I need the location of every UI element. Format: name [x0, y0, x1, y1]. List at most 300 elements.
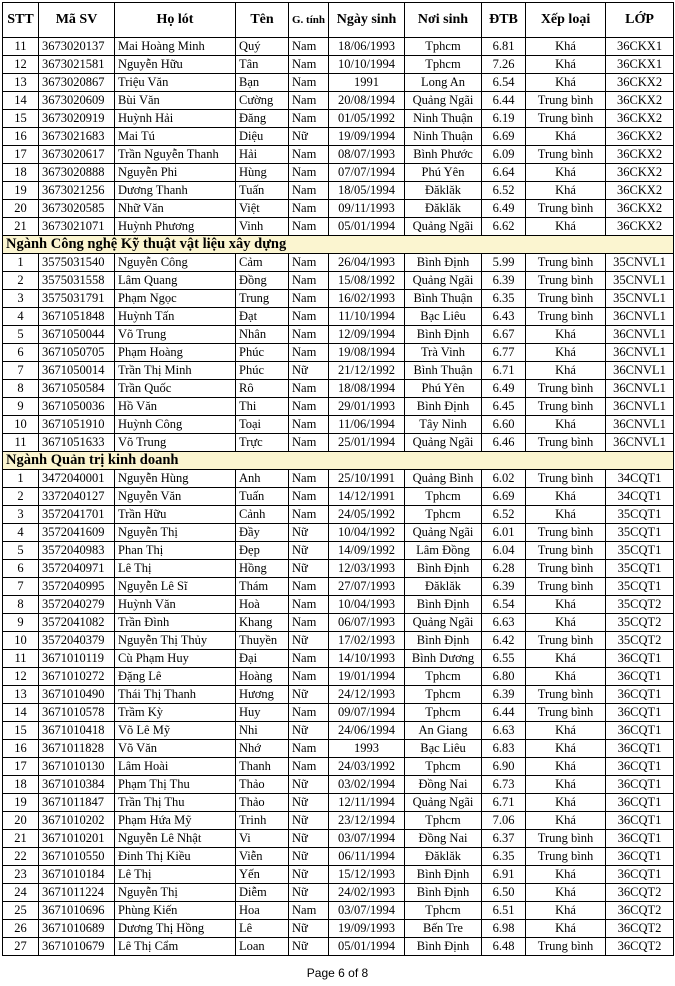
- classification-cell: Trung bình: [526, 272, 606, 290]
- student-id-cell: 3671011847: [39, 794, 115, 812]
- gender-cell: Nữ: [289, 920, 329, 938]
- stt-cell: 10: [3, 416, 39, 434]
- table-row: [3, 416, 674, 434]
- stt-cell: 2: [3, 488, 39, 506]
- table-row: [3, 38, 674, 56]
- classification-cell: Trung bình: [526, 398, 606, 416]
- classification-cell: Khá: [526, 218, 606, 236]
- birth-date-cell: 17/02/1993: [329, 632, 405, 650]
- birth-place-cell: Tphcm: [405, 812, 482, 830]
- birth-date-cell: 12/09/1994: [329, 326, 405, 344]
- gender-cell: Nam: [289, 74, 329, 92]
- gender-cell: Nữ: [289, 524, 329, 542]
- birth-place-cell: Tây Ninh: [405, 416, 482, 434]
- birth-place-cell: Đồng Nai: [405, 776, 482, 794]
- gender-cell: Nam: [289, 182, 329, 200]
- gpa-cell: 6.39: [482, 578, 526, 596]
- birth-date-cell: 1991: [329, 74, 405, 92]
- last-name-cell: Huỳnh Phương: [115, 218, 236, 236]
- header-first-name: Tên: [236, 3, 289, 38]
- gender-cell: Nam: [289, 668, 329, 686]
- gpa-cell: 6.09: [482, 146, 526, 164]
- gpa-cell: 6.01: [482, 524, 526, 542]
- gpa-cell: 6.39: [482, 272, 526, 290]
- student-id-cell: 3575031540: [39, 254, 115, 272]
- last-name-cell: Phạm Thị Thu: [115, 776, 236, 794]
- gender-cell: Nữ: [289, 722, 329, 740]
- student-id-cell: 3671050036: [39, 398, 115, 416]
- header-gpa: ĐTB: [482, 3, 526, 38]
- gender-cell: Nữ: [289, 128, 329, 146]
- last-name-cell: Mai Tú: [115, 128, 236, 146]
- first-name-cell: Đầy: [236, 524, 289, 542]
- table-row: [3, 290, 674, 308]
- birth-place-cell: Phú Yên: [405, 164, 482, 182]
- gpa-cell: 6.46: [482, 434, 526, 452]
- first-name-cell: Thám: [236, 578, 289, 596]
- gpa-cell: 6.51: [482, 902, 526, 920]
- first-name-cell: Vi: [236, 830, 289, 848]
- class-cell: 36CKX1: [606, 56, 674, 74]
- birth-date-cell: 20/08/1994: [329, 92, 405, 110]
- student-id-cell: 3671010490: [39, 686, 115, 704]
- stt-cell: 15: [3, 722, 39, 740]
- first-name-cell: Nhân: [236, 326, 289, 344]
- birth-place-cell: Đăklăk: [405, 182, 482, 200]
- birth-place-cell: Bình Định: [405, 632, 482, 650]
- classification-cell: Khá: [526, 56, 606, 74]
- first-name-cell: Đẹp: [236, 542, 289, 560]
- birth-date-cell: 18/05/1994: [329, 182, 405, 200]
- first-name-cell: Đồng: [236, 272, 289, 290]
- class-cell: 36CQT2: [606, 902, 674, 920]
- student-id-cell: 3673020617: [39, 146, 115, 164]
- last-name-cell: Trần Quốc: [115, 380, 236, 398]
- classification-cell: Khá: [526, 344, 606, 362]
- classification-cell: Trung bình: [526, 686, 606, 704]
- birth-date-cell: 10/10/1994: [329, 56, 405, 74]
- class-cell: 35CNVL1: [606, 290, 674, 308]
- student-id-cell: 3673020867: [39, 74, 115, 92]
- classification-cell: Trung bình: [526, 434, 606, 452]
- gender-cell: Nam: [289, 380, 329, 398]
- classification-cell: Khá: [526, 650, 606, 668]
- classification-cell: Trung bình: [526, 146, 606, 164]
- gender-cell: Nữ: [289, 560, 329, 578]
- gender-cell: Nam: [289, 416, 329, 434]
- stt-cell: 13: [3, 686, 39, 704]
- student-id-cell: 3673020888: [39, 164, 115, 182]
- classification-cell: Trung bình: [526, 632, 606, 650]
- gpa-cell: 6.49: [482, 380, 526, 398]
- classification-cell: Trung bình: [526, 704, 606, 722]
- gender-cell: Nam: [289, 488, 329, 506]
- class-cell: 36CNVL1: [606, 344, 674, 362]
- table-row: [3, 920, 674, 938]
- birth-date-cell: 14/10/1993: [329, 650, 405, 668]
- student-id-cell: 3572040279: [39, 596, 115, 614]
- birth-place-cell: Long An: [405, 74, 482, 92]
- table-row: [3, 488, 674, 506]
- birth-date-cell: 15/08/1992: [329, 272, 405, 290]
- last-name-cell: Võ Trung: [115, 434, 236, 452]
- gpa-cell: 6.49: [482, 200, 526, 218]
- first-name-cell: Việt: [236, 200, 289, 218]
- gpa-cell: 6.63: [482, 614, 526, 632]
- table-row: [3, 776, 674, 794]
- classification-cell: Khá: [526, 668, 606, 686]
- gpa-cell: 6.71: [482, 362, 526, 380]
- birth-place-cell: Trà Vinh: [405, 344, 482, 362]
- gpa-cell: 6.35: [482, 290, 526, 308]
- birth-date-cell: 24/06/1994: [329, 722, 405, 740]
- birth-place-cell: Bình Phước: [405, 146, 482, 164]
- birth-place-cell: Phú Yên: [405, 380, 482, 398]
- gpa-cell: 6.54: [482, 596, 526, 614]
- gender-cell: Nam: [289, 344, 329, 362]
- classification-cell: Khá: [526, 740, 606, 758]
- last-name-cell: Thái Thị Thanh: [115, 686, 236, 704]
- gpa-cell: 6.45: [482, 398, 526, 416]
- table-row: [3, 254, 674, 272]
- gender-cell: Nam: [289, 650, 329, 668]
- first-name-cell: Phúc: [236, 344, 289, 362]
- gpa-cell: 6.83: [482, 740, 526, 758]
- first-name-cell: Cảnh: [236, 506, 289, 524]
- last-name-cell: Võ Văn: [115, 740, 236, 758]
- student-id-cell: 3671010418: [39, 722, 115, 740]
- last-name-cell: Đinh Thị Kiều: [115, 848, 236, 866]
- first-name-cell: Yến: [236, 866, 289, 884]
- birth-date-cell: 09/11/1993: [329, 200, 405, 218]
- class-cell: 35CQT1: [606, 578, 674, 596]
- birth-place-cell: Tphcm: [405, 758, 482, 776]
- stt-cell: 21: [3, 218, 39, 236]
- student-id-cell: 3575031558: [39, 272, 115, 290]
- gpa-cell: 6.73: [482, 776, 526, 794]
- gpa-cell: 6.67: [482, 326, 526, 344]
- class-cell: 36CQT1: [606, 704, 674, 722]
- first-name-cell: Huy: [236, 704, 289, 722]
- last-name-cell: Cù Phạm Huy: [115, 650, 236, 668]
- gpa-cell: 6.50: [482, 884, 526, 902]
- student-id-cell: 3671010578: [39, 704, 115, 722]
- birth-place-cell: Quảng Ngãi: [405, 794, 482, 812]
- birth-place-cell: Quảng Ngãi: [405, 92, 482, 110]
- first-name-cell: Đăng: [236, 110, 289, 128]
- last-name-cell: Trần Đình: [115, 614, 236, 632]
- birth-date-cell: 24/12/1993: [329, 686, 405, 704]
- last-name-cell: Lê Thị: [115, 866, 236, 884]
- table-row: [3, 218, 674, 236]
- gpa-cell: 6.98: [482, 920, 526, 938]
- classification-cell: Trung bình: [526, 92, 606, 110]
- table-row: [3, 380, 674, 398]
- stt-cell: 25: [3, 902, 39, 920]
- class-cell: 35CQT2: [606, 614, 674, 632]
- gender-cell: Nam: [289, 92, 329, 110]
- first-name-cell: Hoàng: [236, 668, 289, 686]
- student-id-cell: 3671051910: [39, 416, 115, 434]
- table-row: [3, 902, 674, 920]
- stt-cell: 11: [3, 650, 39, 668]
- birth-date-cell: 25/10/1991: [329, 470, 405, 488]
- classification-cell: Khá: [526, 128, 606, 146]
- gpa-cell: 6.43: [482, 308, 526, 326]
- class-cell: 36CNVL1: [606, 416, 674, 434]
- birth-place-cell: Bạc Liêu: [405, 308, 482, 326]
- class-cell: 36CKX2: [606, 110, 674, 128]
- stt-cell: 3: [3, 290, 39, 308]
- gender-cell: Nữ: [289, 776, 329, 794]
- birth-place-cell: Bình Dương: [405, 650, 482, 668]
- last-name-cell: Nguyễn Hữu: [115, 56, 236, 74]
- gpa-cell: 6.48: [482, 938, 526, 956]
- classification-cell: Khá: [526, 506, 606, 524]
- table-row: [3, 92, 674, 110]
- table-row: [3, 164, 674, 182]
- stt-cell: 12: [3, 56, 39, 74]
- birth-date-cell: 06/07/1993: [329, 614, 405, 632]
- gender-cell: Nam: [289, 704, 329, 722]
- class-cell: 36CQT1: [606, 848, 674, 866]
- gpa-cell: 6.52: [482, 182, 526, 200]
- student-id-cell: 3572040379: [39, 632, 115, 650]
- header-stt: STT: [3, 3, 39, 38]
- table-row: [3, 74, 674, 92]
- first-name-cell: Thảo: [236, 776, 289, 794]
- birth-place-cell: Bình Định: [405, 254, 482, 272]
- table-row: [3, 308, 674, 326]
- class-cell: 36CQT1: [606, 650, 674, 668]
- birth-place-cell: Bến Tre: [405, 920, 482, 938]
- birth-date-cell: 27/07/1993: [329, 578, 405, 596]
- first-name-cell: Đạt: [236, 308, 289, 326]
- class-cell: 36CQT1: [606, 866, 674, 884]
- stt-cell: 3: [3, 506, 39, 524]
- gpa-cell: 6.39: [482, 686, 526, 704]
- birth-date-cell: 24/05/1992: [329, 506, 405, 524]
- table-row: [3, 200, 674, 218]
- gender-cell: Nữ: [289, 686, 329, 704]
- last-name-cell: Nguyễn Văn: [115, 488, 236, 506]
- classification-cell: Trung bình: [526, 110, 606, 128]
- last-name-cell: Võ Trung: [115, 326, 236, 344]
- gender-cell: Nam: [289, 38, 329, 56]
- table-row: [3, 362, 674, 380]
- last-name-cell: Hồ Văn: [115, 398, 236, 416]
- table-row: [3, 632, 674, 650]
- class-cell: 36CQT1: [606, 830, 674, 848]
- stt-cell: 24: [3, 884, 39, 902]
- birth-place-cell: Tphcm: [405, 488, 482, 506]
- first-name-cell: Thảo: [236, 794, 289, 812]
- gpa-cell: 6.81: [482, 38, 526, 56]
- student-id-cell: 3673020609: [39, 92, 115, 110]
- stt-cell: 12: [3, 668, 39, 686]
- student-id-cell: 3671010696: [39, 902, 115, 920]
- birth-date-cell: 23/12/1994: [329, 812, 405, 830]
- table-row: [3, 668, 674, 686]
- student-id-cell: 3671010689: [39, 920, 115, 938]
- birth-date-cell: 18/08/1994: [329, 380, 405, 398]
- first-name-cell: Nhớ: [236, 740, 289, 758]
- table-row: [3, 722, 674, 740]
- gender-cell: Nam: [289, 164, 329, 182]
- last-name-cell: Huỳnh Hải: [115, 110, 236, 128]
- birth-date-cell: 12/03/1993: [329, 560, 405, 578]
- stt-cell: 4: [3, 308, 39, 326]
- last-name-cell: Dương Thị Hồng: [115, 920, 236, 938]
- birth-date-cell: 01/05/1992: [329, 110, 405, 128]
- birth-date-cell: 11/10/1994: [329, 308, 405, 326]
- class-cell: 36CKX2: [606, 182, 674, 200]
- last-name-cell: Lâm Quang: [115, 272, 236, 290]
- table-row: [3, 398, 674, 416]
- classification-cell: Trung bình: [526, 308, 606, 326]
- first-name-cell: Hùng: [236, 164, 289, 182]
- class-cell: 36CQT1: [606, 776, 674, 794]
- student-id-cell: 3572041609: [39, 524, 115, 542]
- student-id-cell: 3572040983: [39, 542, 115, 560]
- birth-place-cell: Bình Thuận: [405, 362, 482, 380]
- birth-place-cell: Tphcm: [405, 506, 482, 524]
- table-row: [3, 812, 674, 830]
- classification-cell: Trung bình: [526, 200, 606, 218]
- birth-place-cell: Bình Định: [405, 560, 482, 578]
- table-row: [3, 272, 674, 290]
- birth-date-cell: 25/01/1994: [329, 434, 405, 452]
- birth-date-cell: 12/11/1994: [329, 794, 405, 812]
- first-name-cell: Quý: [236, 38, 289, 56]
- birth-date-cell: 29/01/1993: [329, 398, 405, 416]
- class-cell: 36CQT1: [606, 812, 674, 830]
- table-row: [3, 884, 674, 902]
- first-name-cell: Hoà: [236, 596, 289, 614]
- gpa-cell: 6.64: [482, 164, 526, 182]
- last-name-cell: Mai Hoàng Minh: [115, 38, 236, 56]
- stt-cell: 5: [3, 326, 39, 344]
- classification-cell: Trung bình: [526, 380, 606, 398]
- birth-date-cell: 10/04/1992: [329, 524, 405, 542]
- birth-place-cell: Đăklăk: [405, 578, 482, 596]
- birth-place-cell: Tphcm: [405, 56, 482, 74]
- student-id-cell: 3671010550: [39, 848, 115, 866]
- gender-cell: Nam: [289, 470, 329, 488]
- gpa-cell: 6.44: [482, 704, 526, 722]
- stt-cell: 9: [3, 398, 39, 416]
- birth-date-cell: 1993: [329, 740, 405, 758]
- gender-cell: Nam: [289, 254, 329, 272]
- first-name-cell: Hồng: [236, 560, 289, 578]
- classification-cell: Khá: [526, 776, 606, 794]
- gender-cell: Nam: [289, 740, 329, 758]
- stt-cell: 23: [3, 866, 39, 884]
- gender-cell: Nam: [289, 578, 329, 596]
- stt-cell: 26: [3, 920, 39, 938]
- birth-place-cell: Quảng Ngãi: [405, 614, 482, 632]
- student-id-cell: 3673021256: [39, 182, 115, 200]
- last-name-cell: Phùng Kiến: [115, 902, 236, 920]
- gender-cell: Nam: [289, 56, 329, 74]
- table-row: [3, 326, 674, 344]
- class-cell: 34CQT1: [606, 470, 674, 488]
- stt-cell: 22: [3, 848, 39, 866]
- birth-date-cell: 24/02/1993: [329, 884, 405, 902]
- classification-cell: Trung bình: [526, 830, 606, 848]
- birth-date-cell: 03/07/1994: [329, 902, 405, 920]
- table-row: [3, 542, 674, 560]
- gender-cell: Nữ: [289, 632, 329, 650]
- birth-place-cell: Tphcm: [405, 902, 482, 920]
- birth-place-cell: Đăklăk: [405, 200, 482, 218]
- header-gender: G. tính: [289, 3, 329, 38]
- gpa-cell: 6.42: [482, 632, 526, 650]
- birth-date-cell: 19/09/1993: [329, 920, 405, 938]
- birth-date-cell: 16/02/1993: [329, 290, 405, 308]
- first-name-cell: Trực: [236, 434, 289, 452]
- class-cell: 36CNVL1: [606, 326, 674, 344]
- class-cell: 35CNVL1: [606, 254, 674, 272]
- student-id-cell: 3671050705: [39, 344, 115, 362]
- birth-place-cell: Bạc Liêu: [405, 740, 482, 758]
- gpa-cell: 6.62: [482, 218, 526, 236]
- classification-cell: Khá: [526, 902, 606, 920]
- gpa-cell: 6.28: [482, 560, 526, 578]
- student-id-cell: 3671010202: [39, 812, 115, 830]
- birth-date-cell: 26/04/1993: [329, 254, 405, 272]
- table-row: [3, 524, 674, 542]
- first-name-cell: Anh: [236, 470, 289, 488]
- birth-place-cell: Quảng Ngãi: [405, 434, 482, 452]
- table-row: [3, 128, 674, 146]
- table-row: [3, 56, 674, 74]
- table-row: [3, 506, 674, 524]
- stt-cell: 14: [3, 92, 39, 110]
- gpa-cell: 6.91: [482, 866, 526, 884]
- stt-cell: 8: [3, 596, 39, 614]
- classification-cell: Khá: [526, 884, 606, 902]
- section-header: [3, 236, 674, 254]
- stt-cell: 18: [3, 776, 39, 794]
- last-name-cell: Triệu Văn: [115, 74, 236, 92]
- birth-place-cell: Bình Định: [405, 326, 482, 344]
- first-name-cell: Tuấn: [236, 488, 289, 506]
- gpa-cell: 6.54: [482, 74, 526, 92]
- table-row: [3, 470, 674, 488]
- gender-cell: Nữ: [289, 830, 329, 848]
- birth-date-cell: 06/11/1994: [329, 848, 405, 866]
- classification-cell: Trung bình: [526, 290, 606, 308]
- first-name-cell: Rô: [236, 380, 289, 398]
- stt-cell: 13: [3, 74, 39, 92]
- birth-place-cell: Bình Thuận: [405, 290, 482, 308]
- student-id-cell: 3673021683: [39, 128, 115, 146]
- stt-cell: 20: [3, 200, 39, 218]
- classification-cell: Trung bình: [526, 560, 606, 578]
- first-name-cell: Diệu: [236, 128, 289, 146]
- birth-place-cell: Đăklăk: [405, 848, 482, 866]
- birth-date-cell: 10/04/1993: [329, 596, 405, 614]
- last-name-cell: Phan Thị: [115, 542, 236, 560]
- classification-cell: Khá: [526, 326, 606, 344]
- section-header: [3, 452, 674, 470]
- table-row: [3, 560, 674, 578]
- birth-date-cell: 07/07/1994: [329, 164, 405, 182]
- section-title: Ngành Quản trị kinh doanh: [3, 452, 674, 470]
- table-row: [3, 614, 674, 632]
- table-row: [3, 758, 674, 776]
